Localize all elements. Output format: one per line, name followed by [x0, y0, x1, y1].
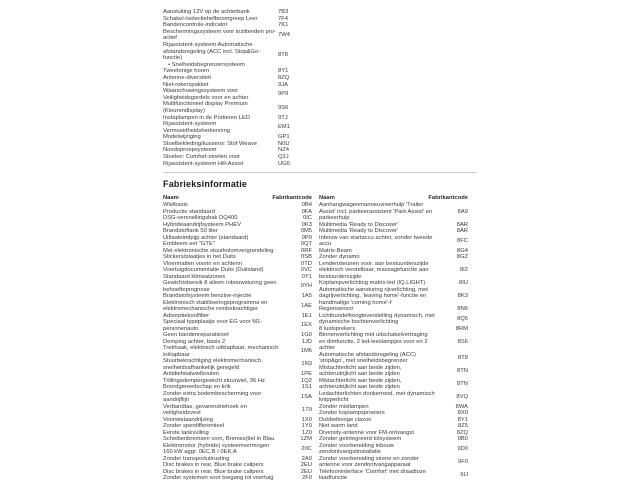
item-code: 8X0	[457, 410, 468, 416]
item-code: 2A0	[301, 455, 312, 462]
item-code: 8IU	[458, 280, 468, 286]
item-name: Brandstofsysteem benzine-injectie	[163, 293, 252, 299]
table-row	[163, 68, 308, 75]
table-row	[319, 313, 468, 326]
item-name: Koplampverlichting matrix-led (IQ.LIGHT)	[319, 280, 426, 286]
item-code: 7F4	[278, 15, 288, 22]
table-row	[163, 9, 308, 16]
item-name: Modelwijziging	[163, 134, 201, 141]
item-code: 7K1	[278, 22, 289, 29]
table-row	[319, 261, 468, 281]
item-code: 8A9	[457, 208, 468, 215]
item-code: 1AE	[301, 302, 312, 309]
table-row	[319, 391, 468, 404]
item-code: 1ZM	[300, 436, 312, 442]
table-row	[319, 287, 468, 307]
item-name: Rijassistent-systeem Hill-Assist	[163, 160, 244, 167]
item-name: Automatische aansturing rijverlichting, met dagrijverlichting, 'leaving home'-functie en handmatige 'coming home'-f	[319, 286, 428, 306]
item-name: Stoelbekleding/kussens: Stof Weave	[163, 140, 257, 147]
item-name: Matrix-Beam	[319, 247, 352, 254]
item-code: 0FA	[301, 208, 312, 215]
item-code: 0P0	[301, 234, 312, 241]
table-row	[319, 332, 468, 352]
item-name: Hybrideaandrijfsysteem PHEV	[163, 221, 241, 228]
item-name: Rijassistent-systeem Vermoeidheidsherkenning	[163, 121, 231, 134]
column-header	[163, 195, 312, 202]
item-code: 8TN	[457, 367, 468, 374]
item-name: Verbandtas, gevarendriehoek en veiligheidsvest	[163, 403, 247, 416]
item-name: Stoelen: Comfort-stoelen voor	[163, 154, 241, 161]
item-code: 0K3	[301, 221, 312, 228]
item-code: Q2J	[278, 154, 289, 161]
item-name: Zonder systemen voor toegang tot voertuig	[163, 475, 274, 481]
factory-info-table	[163, 195, 468, 482]
table-row	[319, 235, 468, 248]
item-name: Waarschuwingssysteem voor Veiligheidsgordels voor en achter	[163, 88, 249, 101]
item-name: Niet warm land	[319, 423, 358, 429]
item-name: Antenne-diversiteit	[163, 74, 212, 81]
factory-column-left	[163, 195, 312, 482]
item-name: Voorwielaandrijving	[163, 416, 213, 423]
item-name: Schakel-/selectiehefboomgreep Leer	[163, 15, 258, 22]
item-code: 1Y0	[301, 423, 312, 429]
item-code: 9B0	[457, 436, 468, 442]
item-name: Voertuigdocumentatie Duits (Duitsland)	[163, 267, 264, 273]
code-header: Fabrikantcode	[428, 195, 468, 201]
item-code: 9JA	[278, 81, 288, 88]
item-code: 8Q5	[457, 315, 468, 322]
item-name: Noodoproepsysteem	[163, 147, 217, 154]
factory-rows-right	[319, 202, 468, 482]
item-code: 1S1	[301, 384, 312, 390]
table-row	[163, 29, 308, 42]
item-name: Mistachterlicht aan beide zijden, achteruitrijlicht aan beide zijden	[319, 377, 402, 390]
item-code: 8WA	[455, 403, 468, 410]
item-name: Multimedia 'Ready to Discover'	[319, 221, 399, 228]
item-name: Diversity-antenne voor FM-ontvangst	[319, 429, 415, 436]
table-row	[163, 141, 308, 148]
item-name: Vloermatten voorin en achterin	[163, 260, 242, 267]
item-code: 1N3	[301, 361, 312, 368]
item-name: Scheibenbremsen vorn, Bremss(ttel in Blau	[163, 436, 275, 442]
table-row	[163, 154, 308, 161]
item-name: Elektronisch stabiliseringsprogramma en elektromechanische rembekrachtiger	[163, 299, 268, 312]
item-name: Eerste tankvulling	[163, 429, 209, 436]
item-code: 8G4	[457, 247, 468, 254]
item-name: Trillingsdempergewicht stuurwiel, 36 Hz	[163, 377, 265, 384]
item-code: 8AR	[456, 221, 468, 228]
item-code: 0QT	[300, 241, 312, 247]
item-name: Regensensor	[319, 306, 354, 312]
item-code: 8GZ	[456, 254, 468, 260]
item-name: Demping achter, basis 2	[163, 338, 226, 345]
item-code: 8TN	[457, 380, 468, 387]
item-name: Multimedia 'Ready to Discover'	[319, 228, 399, 234]
item-code: 0VC	[300, 267, 312, 273]
item-code: 9IJ	[460, 471, 468, 478]
item-name: Lendensteunen voor, aan bestuurderszijde elektrisch verstelbaar, massagefunctie aan bestuurderszijde	[319, 260, 429, 280]
item-name: Multifunctioneel display Premium (Kleurendisplay)	[163, 101, 248, 114]
table-row	[163, 16, 308, 23]
item-name: 8 luidsprekers	[319, 325, 356, 332]
item-name: Tweetonige hoorn	[163, 68, 210, 75]
item-name: Telefooninterface 'Comfort' met draadloze laadfunctie	[319, 468, 426, 481]
item-name: Gewichtsbereik 8 alleen inbouwsturing geen behoefteprognose	[163, 280, 277, 293]
item-code: 7W4	[278, 32, 290, 39]
item-code: UG6	[278, 160, 290, 167]
item-name: Geen bandenreparatieset	[163, 332, 229, 338]
table-row	[163, 319, 312, 332]
item-name: Stickers/plaatjes in het Duits	[163, 254, 236, 260]
item-code: 1X0	[301, 416, 312, 423]
item-code: 0YH	[300, 283, 312, 290]
sub-item: • Snelheidsbegrenzersysteem	[168, 61, 245, 68]
item-name: Inbouw van startaccu achter, zonder tweede accu	[319, 234, 433, 247]
item-name: Stuurbekrachtiging elektromechanisch, snelheidsafhankelijk geregeld	[163, 358, 263, 371]
item-name: Productie standaard	[163, 208, 215, 215]
table-row	[163, 358, 312, 371]
table-row	[319, 365, 468, 378]
item-code: 0TD	[301, 260, 312, 267]
table-row	[163, 75, 308, 82]
item-code: N0U	[278, 140, 290, 147]
item-code: 8ZQ	[456, 429, 468, 436]
table-row	[163, 22, 308, 29]
table-row	[163, 115, 308, 122]
item-name: Lichtbundelhoogteverstelling dynamisch, met dynamische bochtenverlichting	[319, 312, 435, 325]
item-name: Adsorptiekoolfilter	[163, 312, 210, 319]
table-row	[163, 280, 312, 293]
code-header: Fabrikantcode	[272, 195, 312, 201]
item-name: Zonder geïntegreerd tolsysteem	[319, 436, 402, 442]
table-row	[163, 345, 312, 358]
item-name: Bandencontrole-indicator	[163, 22, 228, 29]
item-name: Zonder voorbereiding inbouw zendontvangstinstallatie	[319, 442, 395, 455]
table-row	[163, 42, 308, 68]
table-row	[319, 352, 468, 365]
item-code: 20C	[301, 445, 312, 452]
item-name: Aanhangwagenmanoeuvreerhulp 'Trailer Assist' incl. parkeerassistent 'Park Assist' en parkeerhulp	[319, 202, 433, 221]
item-code: 1E1	[301, 312, 312, 319]
item-code: GP1	[278, 134, 290, 141]
factory-rows-left	[163, 202, 312, 482]
item-code: 1PE	[301, 371, 312, 377]
item-name: Standaard klimaatzones	[163, 273, 226, 280]
item-code: 9P9	[278, 91, 289, 98]
item-code: 8K3	[457, 293, 468, 299]
item-code: 8FC	[457, 237, 468, 244]
item-code: 9TJ	[278, 114, 288, 121]
item-name: Zonder koplampsproeiers	[319, 410, 385, 416]
table-row	[163, 101, 308, 114]
item-code: 0IC	[302, 215, 312, 221]
item-code: 1T9	[302, 406, 312, 413]
item-code: 1SA	[301, 393, 312, 400]
section-divider	[163, 172, 477, 173]
table-row	[163, 134, 308, 141]
item-name: DSG-versnellingsbak DQ400	[163, 215, 238, 221]
item-name: Brandstoftank 50 liter	[163, 228, 218, 234]
item-name: Boordgereedschap en krik	[163, 384, 231, 390]
name-header: Naam	[319, 195, 335, 201]
table-row	[319, 456, 468, 469]
section-title: Fabrieksinformatie	[163, 179, 248, 189]
item-code: 8ZQ	[278, 74, 290, 81]
item-code: 2F0	[302, 475, 312, 481]
item-code: EM1	[278, 124, 290, 131]
name-header: Naam	[163, 195, 179, 201]
item-name: Rijassistent-systeem Automatische afstandsregeling (ACC incl. Stop&Go-functie) • Snelheidsbegrenzersysteem	[163, 42, 276, 68]
item-name: Zonder dynamo	[319, 254, 360, 260]
item-code: 9S6	[278, 104, 289, 111]
item-name: Zonder extra bodembescherming voor aandrijflijn	[163, 390, 262, 403]
table-row	[163, 391, 312, 404]
item-code: 0M5	[300, 228, 312, 234]
item-code: 8I2	[459, 267, 468, 273]
item-code: 8AR	[456, 228, 468, 234]
item-code: 0B4	[301, 202, 312, 208]
item-code: 8T8	[278, 51, 288, 58]
item-code: 8VQ	[456, 393, 468, 400]
item-name: Embleem-set "GTE"	[163, 241, 215, 247]
item-name: Automatische afstandsregeling (ACC) 'stop&go', met snelheidsbegrenzer	[319, 351, 416, 364]
item-name: Elektromotor (hybride) systeemvermogen 160 kW aggr. 0EC.B / 0EK.A	[163, 442, 270, 455]
item-name: Met elektronische stuurkolomvergrendeling	[163, 247, 274, 254]
item-name: Beschermingssysteem voor inzittenden pro-actief	[163, 28, 276, 42]
item-code: 8N6	[457, 306, 468, 312]
equipment-list	[163, 9, 308, 167]
table-row	[163, 147, 308, 154]
item-name: Mistachterlicht aan beide zijden, achteruitrijlicht aan beide zijden	[319, 364, 402, 377]
item-name: Zonder sperdifferentieel	[163, 423, 225, 429]
item-code: 0SB	[301, 254, 312, 260]
item-code: 9D0	[457, 445, 468, 452]
table-row	[163, 475, 312, 482]
item-name: Trekhaak, elektrisch uitklapbaar, mechanisch inklapbaar	[163, 345, 279, 358]
table-row	[319, 378, 468, 391]
item-name: Zonder mistlampen	[319, 403, 369, 410]
item-code: 1EX	[301, 322, 312, 329]
item-name: Instaplampen in de Portieren LED	[163, 114, 251, 121]
factory-column-right	[319, 195, 468, 482]
item-name: Aansluiting 12V op de achterbank	[163, 9, 250, 15]
item-code: NZ4	[278, 147, 289, 154]
item-name: Zonder voorbereiding sirene en zonder antenne voor zendontvangapparaat	[319, 455, 419, 468]
item-name: Disc brakes in rear, Blue brake calipers	[163, 468, 264, 475]
item-name: Disc brakes in rear, Blue brake calipers	[163, 462, 264, 468]
item-code: 8T8	[458, 354, 468, 361]
column-header	[319, 195, 468, 202]
table-row	[163, 404, 312, 417]
item-code: 2EU	[300, 462, 312, 468]
item-name: Ledachterlichten donkerrood, met dynamisch knipperlicht	[319, 390, 435, 403]
item-name: Zonder transportuitrusting	[163, 455, 230, 462]
item-code: 8RM	[455, 325, 468, 332]
item-code: 0Y1	[301, 273, 312, 280]
item-name: Binnenverlichting met uitschakelvertraging en dimfunctie, 2 led-leeslampjes voor en 2 achter	[319, 332, 428, 351]
table-row	[319, 443, 468, 456]
item-code: 1Z0	[302, 429, 312, 436]
item-name: Antidiefstalwielbouten	[163, 371, 220, 377]
table-row	[319, 202, 468, 222]
item-name: Wielbasis	[163, 202, 188, 208]
item-code: 1A5	[301, 293, 312, 299]
item-code: 1Q2	[301, 377, 312, 384]
table-row	[163, 443, 312, 456]
item-name: Uitlaateindpijp achter (standaard)	[163, 234, 249, 241]
item-name: Speciaal typeplaatje voor EG voor M1-personenauto	[163, 319, 263, 332]
item-code: 0RF	[301, 247, 312, 254]
item-code: 8S6	[457, 338, 468, 345]
item-code: 7B3	[278, 9, 289, 15]
item-name: Niet-rokerspakket	[163, 81, 209, 88]
table-row	[163, 82, 308, 89]
table-row	[163, 88, 308, 101]
item-code: 8Y1	[278, 68, 289, 75]
table-row	[163, 121, 308, 134]
table-row	[163, 300, 312, 313]
item-code: 8Y1	[457, 416, 468, 423]
table-row	[163, 161, 308, 168]
item-code: 9F0	[458, 458, 468, 465]
item-name: Dubbeltonige claxon	[319, 416, 372, 423]
item-code: 8Z5	[458, 423, 468, 429]
item-code: 1M6	[300, 348, 312, 355]
item-code: 2EU	[300, 468, 312, 475]
item-code: 1JD	[301, 338, 312, 345]
item-code: 1G0	[301, 332, 312, 338]
